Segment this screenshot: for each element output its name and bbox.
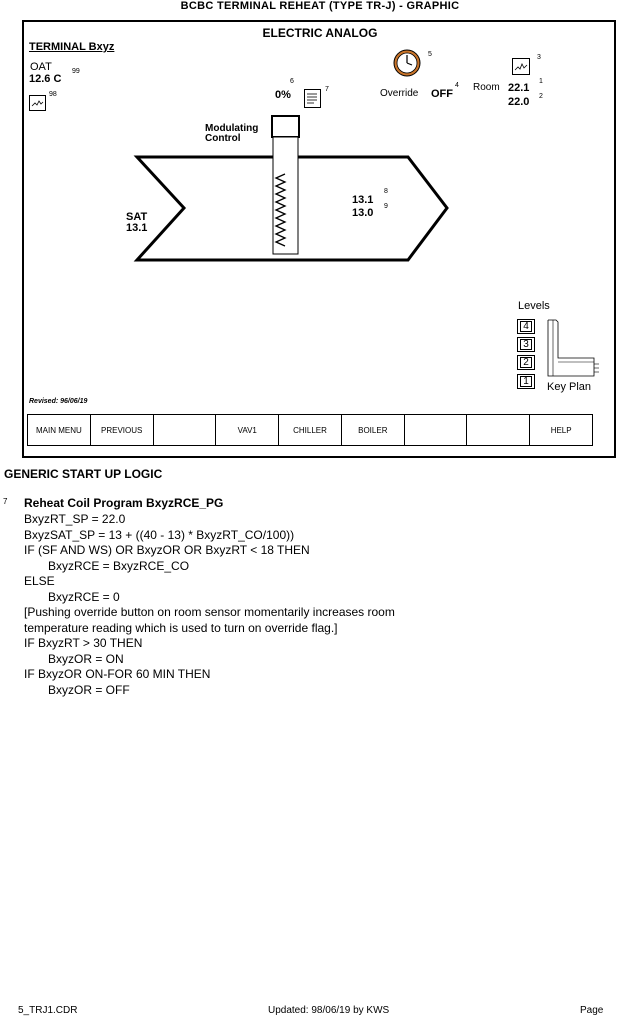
discharge-temp[interactable]: 13.1 [352,194,374,206]
nav-bar [27,414,593,446]
nav-previous-button[interactable]: PREVIOUS [91,415,154,445]
level-2-label: 2 [520,357,532,368]
logic-step-ref: 7 [3,497,8,506]
discharge-setpoint-ref: 9 [384,203,388,210]
code-line: temperature reading which is used to turn on override flag.] [24,620,338,635]
room-temp-ref: 1 [539,78,543,85]
room-label: Room [473,82,500,93]
override-label: Override [380,88,419,99]
code-line: IF (SF AND WS) OR BxyzOR OR BxyzRT < 18 THEN [24,543,310,557]
override-value[interactable]: OFF [431,88,453,100]
nav-blank-button-2[interactable] [405,415,468,445]
level-4-button[interactable] [517,319,535,334]
nav-boiler-button[interactable]: BOILER [342,415,405,445]
graphic-subtitle: ELECTRIC ANALOG [262,26,378,40]
revised-date: Revised: 96/06/19 [29,398,88,405]
valve-output-ref: 6 [290,78,294,85]
logic-heading: GENERIC START UP LOGIC [4,467,163,481]
code-line: BxyzRT_SP = 22.0 [24,512,126,526]
levels-label: Levels [518,300,550,312]
level-1-button[interactable] [517,374,535,389]
key-plan-icon[interactable] [544,318,600,380]
program-code [24,512,395,698]
nav-blank-button-3[interactable] [467,415,530,445]
oat-value[interactable]: 12.6 C [29,73,62,85]
key-plan-label[interactable]: Key Plan [547,381,592,393]
nav-main-menu-button[interactable]: MAIN MENU [28,415,91,445]
level-3-button[interactable] [517,337,535,352]
code-line: BxyzSAT_SP = 13 + ((40 - 13) * BxyzRT_CO/100)) [24,527,295,542]
level-3-label: 3 [520,339,532,350]
room-setpoint[interactable]: 22.0 [508,96,530,108]
footer-updated: Updated: 98/06/19 by KWS [268,1005,390,1016]
level-1-label: 1 [520,376,532,387]
code-line: BxyzOR = ON [48,651,124,666]
code-line: BxyzRCE = BxyzRCE_CO [48,558,190,573]
control-label-line2: Control [205,133,241,144]
clock-ref: 5 [428,51,432,58]
level-4-label: 4 [520,321,532,332]
code-line: [Pushing override button on room sensor momentarily increases room [24,605,395,619]
control-actuator-box [272,116,299,137]
override-ref: 4 [455,82,459,89]
valve-output[interactable]: 0% [275,89,291,101]
oat-label: OAT [30,61,52,73]
nav-chiller-button[interactable]: CHILLER [279,415,342,445]
sat-label: SAT [126,211,148,223]
nav-vav1-button[interactable]: VAV1 [216,415,279,445]
oat-ref: 99 [72,68,80,75]
code-line: ELSE [24,574,55,588]
code-line: IF BxyzRT > 30 THEN [24,636,143,650]
nav-help-button[interactable]: HELP [550,425,572,435]
terminal-label: TERMINAL Bxyz [29,41,115,53]
footer-page: Page [580,1005,604,1016]
sat-readout [126,212,147,234]
room-temp[interactable]: 22.1 [508,82,530,94]
footer-filename: 5_TRJ1.CDR [18,1005,78,1016]
code-line: BxyzOR = OFF [48,682,130,697]
level-2-button[interactable] [517,355,535,370]
discharge-setpoint[interactable]: 13.0 [352,207,374,219]
code-line: BxyzRCE = 0 [48,589,120,604]
oat-trend-ref: 98 [49,91,57,98]
page-title: BCBC TERMINAL REHEAT (TYPE TR-J) - GRAPHIC [180,0,460,12]
room-setpoint-ref: 2 [539,93,543,100]
sat-value[interactable]: 13.1 [126,222,148,234]
room-trend-ref: 3 [537,54,541,61]
reheat-coil-frame [273,137,298,254]
report-ref: 7 [325,86,329,93]
control-label-line1: Modulating [205,123,259,134]
code-line: IF BxyzOR ON-FOR 60 MIN THEN [24,667,211,681]
nav-blank-button-1[interactable] [154,415,217,445]
program-title: Reheat Coil Program BxyzRCE_PG [24,496,224,510]
duct-diagram [0,0,640,460]
discharge-temp-ref: 8 [384,188,388,195]
